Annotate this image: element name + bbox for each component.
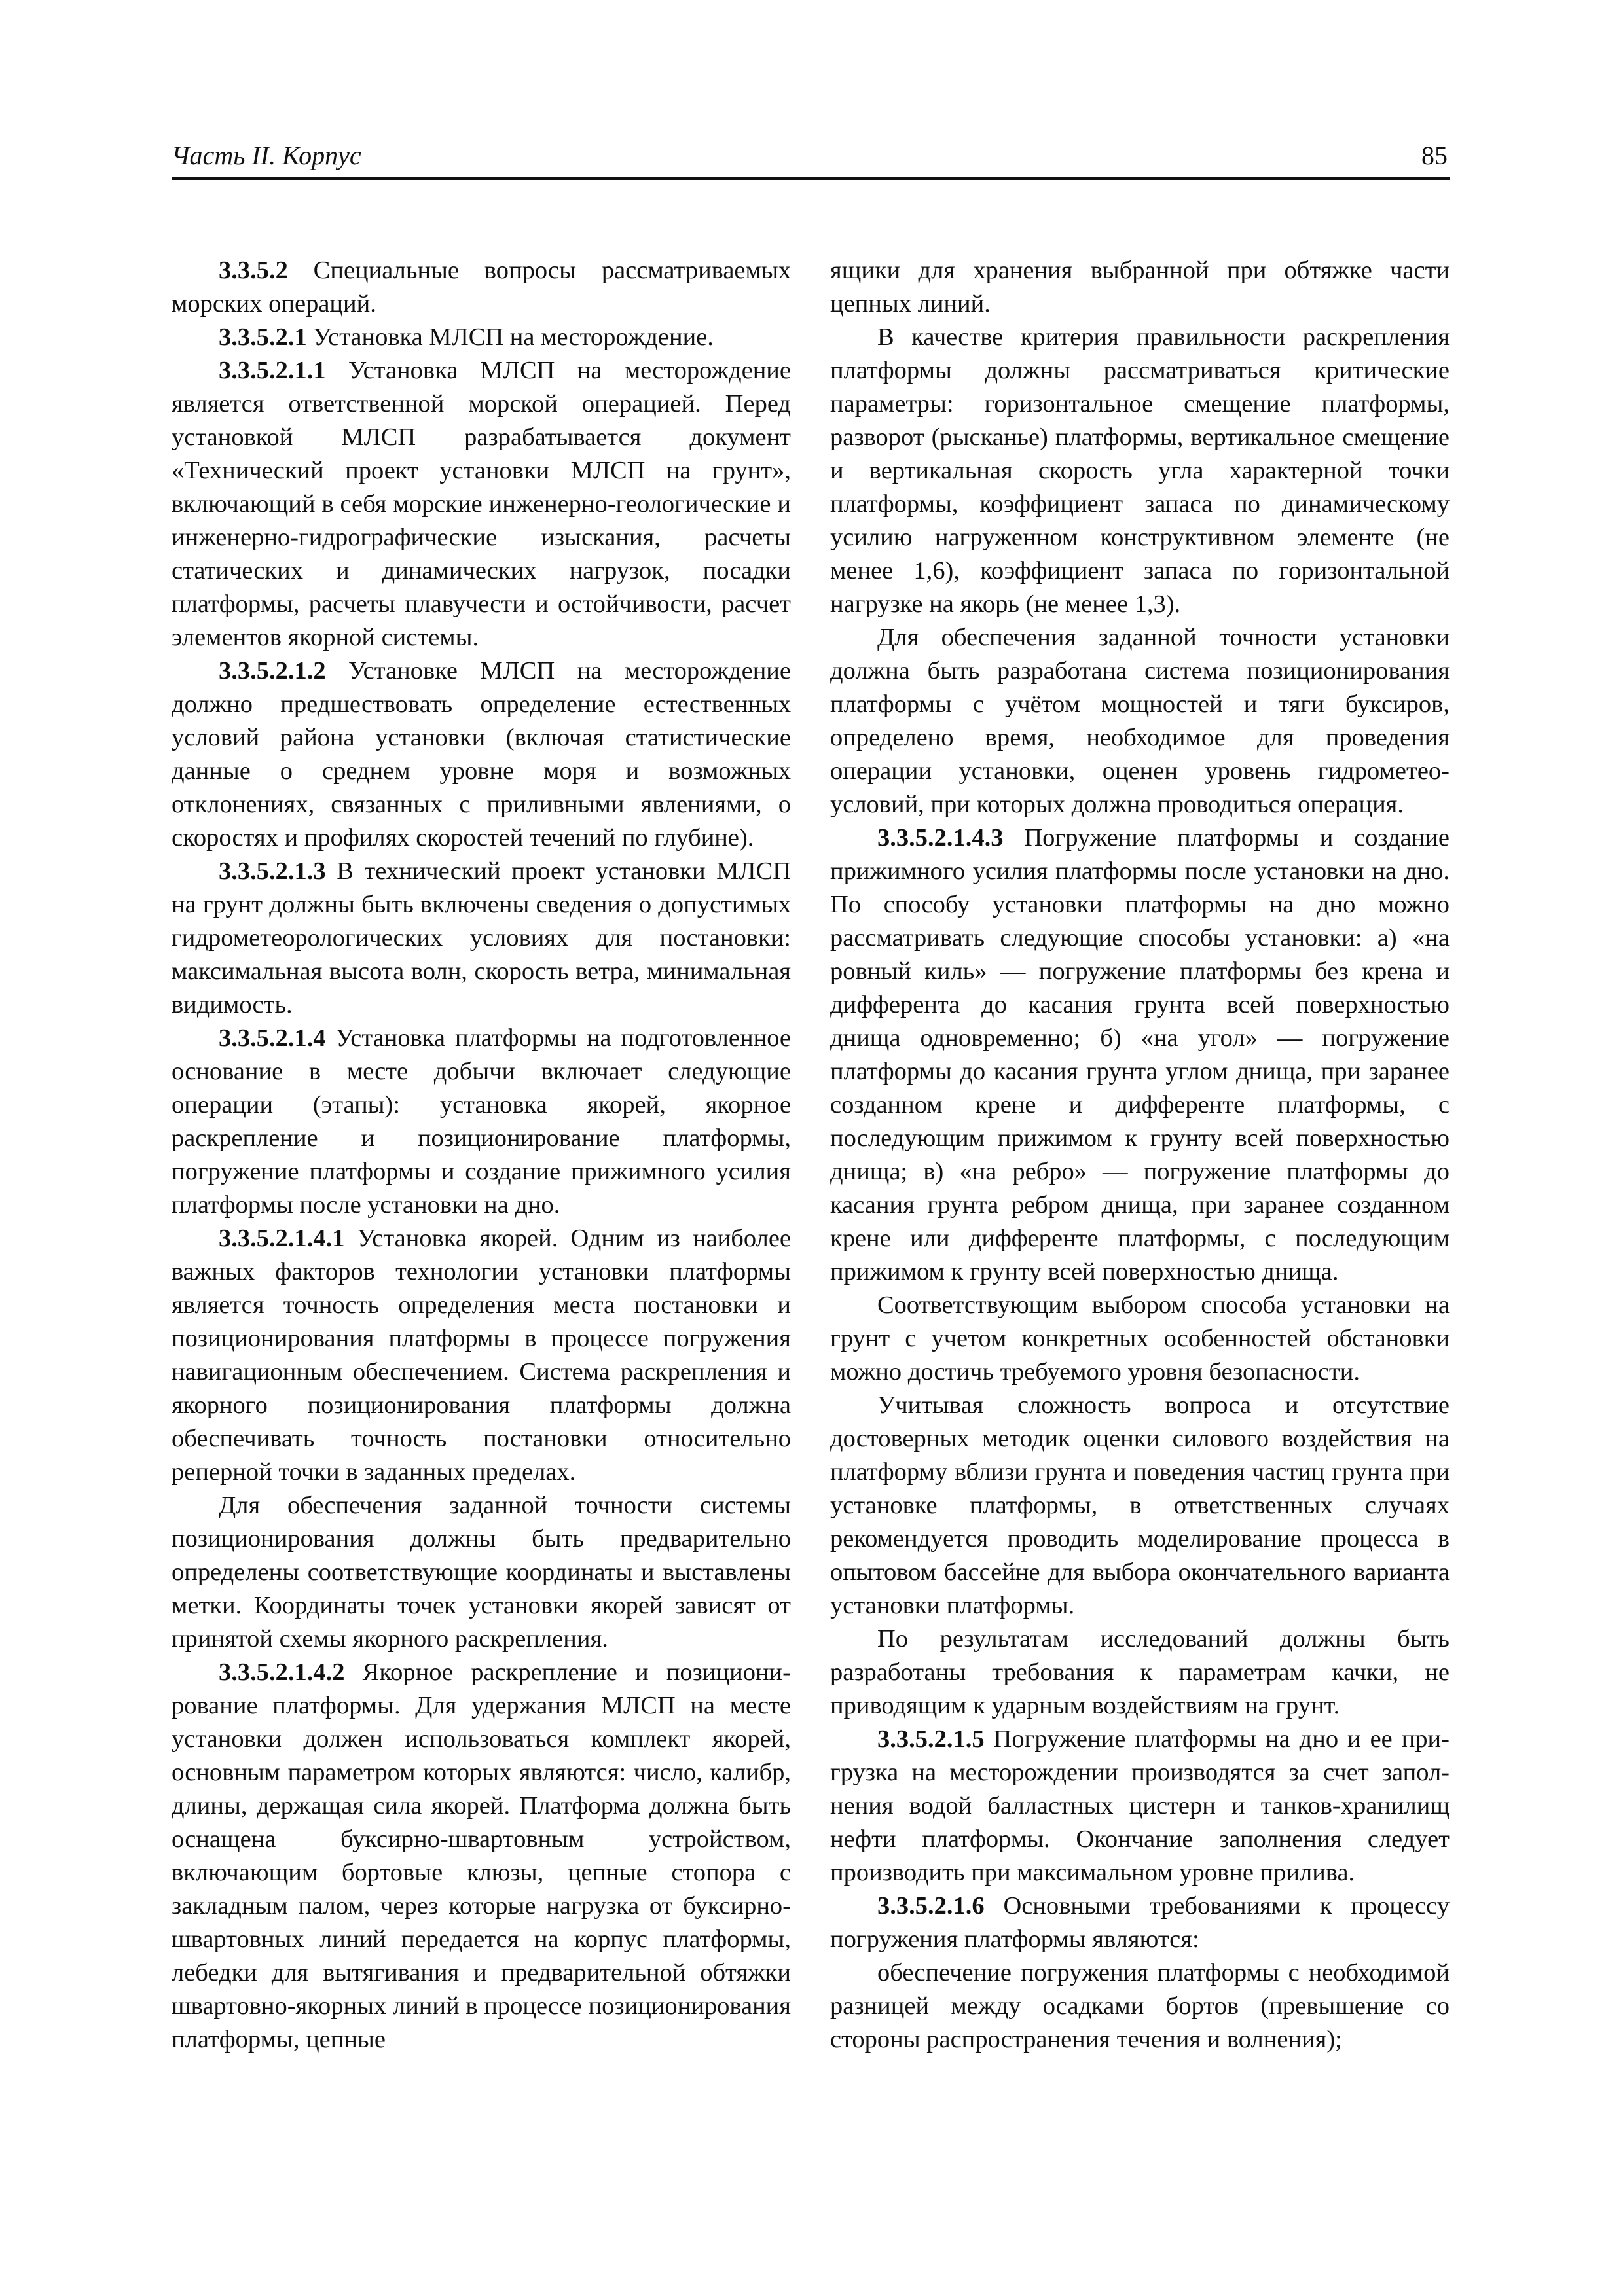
paragraph-text: Учитывая сложность вопроса и отсутствие достоверных методик оценки силового воздействия на платформу вблизи грунта и поведения частиц грунта при установке платформы, в ответственных случаях рекомендуется проводить моделирование процесса в опытовом бассейне для выбора окончательного варианта установки платформы.	[830, 1391, 1450, 1619]
paragraph	[172, 1022, 791, 1222]
right-column	[830, 254, 1450, 2056]
page-number: 85	[1421, 141, 1448, 170]
clause-number: 3.3.5.2.1.3	[219, 857, 326, 885]
paragraph-text: В технический проект установки МЛСП на грунт должны быть включены сведения о допустимых гидрометеорологических условиях для постановки: максимальная высота волн, скорость ветра, минимальная видимость.	[172, 857, 791, 1018]
paragraph-text: обеспечение погружения платформы с необходимой разницей между осадками бортов (превышение со стороны распространения течения и волнения);	[830, 1959, 1450, 2053]
paragraph	[830, 1623, 1450, 1723]
paragraph	[830, 321, 1450, 621]
paragraph-continuation	[830, 254, 1450, 321]
clause-number: 3.3.5.2.1.1	[219, 357, 326, 384]
paragraph	[172, 655, 791, 855]
clause-number: 3.3.5.2.1.4.3	[877, 824, 1004, 852]
left-column	[172, 254, 791, 2056]
paragraph	[830, 1890, 1450, 1956]
paragraph-text: Специальные вопросы рассматриваемых морских операций.	[172, 257, 791, 317]
clause-number: 3.3.5.2.1.6	[877, 1892, 985, 1920]
paragraph-text: Для обеспечения заданной точности системы позиционирования должны быть предварительно определены соответствующие координаты и выставлены метки. Координаты точек установки якорей зависят от принятой схемы якорного раскрепления.	[172, 1492, 791, 1653]
paragraph-text: Основными требованиями к процессу погружения платформы являются:	[830, 1892, 1450, 1953]
paragraph	[830, 821, 1450, 1289]
paragraph-text: Установка платформы на подготовленное основание в месте добычи включает следующие операции (этапы): установка якорей, якорное раскрепление и позиционирование платформы, погружение платформы и создание прижимного усилия платформы после установки на дно.	[172, 1024, 791, 1219]
clause-number: 3.3.5.2.1.4.1	[219, 1225, 345, 1252]
paragraph-text: Погружение платформы на дно и ее пригрузка на месторождении производятся за счет заполнения водой балластных цистерн и танков-хранилищ нефти платформы. Окончание заполнения следует производить при максимальном уровне прилива.	[830, 1725, 1450, 1886]
paragraph	[172, 254, 791, 321]
paragraph-text: Установка якорей. Одним из наиболее важных факторов технологии установки платформы является точность определения места постановки и позиционирования платформы в процессе погружения навигационным обеспечением. Система раскрепления и якорного позиционирования платформы должна обеспечивать точность постановки относительно реперной точки в заданных пределах.	[172, 1225, 791, 1486]
paragraph	[830, 1389, 1450, 1623]
clause-number: 3.3.5.2.1.5	[877, 1725, 985, 1753]
paragraph-text: По результатам исследований должны быть разработаны требования к параметрам качки, не приводящим к ударным воздействиям на грунт.	[830, 1625, 1450, 1719]
paragraph	[830, 1723, 1450, 1890]
paragraph	[172, 354, 791, 655]
paragraph	[172, 321, 791, 354]
paragraph-text: Для обеспечения заданной точности установки должна быть разработана система позиционирования платформы с учётом мощностей и тяги буксиров, определено время, необходимое для проведения операции установки, оценен уровень гидрометеоусловий, при которых должна проводиться операция.	[830, 624, 1450, 818]
paragraph-text: Установке МЛСП на месторождение должно предшествовать определение естественных условий района установки (включая статистические данные о среднем уровне моря и возможных отклонениях, связанных с приливными явлениями, о скоростях и профилях скоростей течений по глубине).	[172, 657, 791, 852]
paragraph	[830, 1956, 1450, 2056]
paragraph	[172, 1489, 791, 1656]
clause-number: 3.3.5.2.1.2	[219, 657, 326, 685]
paragraph-text: Погружение платформы и создание прижимного усилия платформы после установки на дно. По способу установки платформы на дно можно рассматривать следующие способы установки: а) «на ровный киль» — погружение платформы без крена и дифферента до касания грунта всей поверхностью днища одновременно; б) «на угол» — погружение платформы до касания грунта углом днища, при заранее созданном крене и дифференте платформы, с последующим прижимом к грунту всей поверхностью днища; в) «на ребро» — погружение платформы до касания грунта ребром днища, при заранее созданном крене или дифференте платформы, с последующим прижимом к грунту всей поверхностью днища.	[830, 824, 1450, 1285]
header-rule	[172, 177, 1450, 180]
running-header-title: Часть II. Корпус	[172, 141, 361, 170]
paragraph-text: Соответствующим выбором способа установки на грунт с учетом конкретных особенностей обстановки можно достичь требуемого уровня безопасности.	[830, 1291, 1450, 1386]
paragraph	[172, 1656, 791, 2056]
paragraph-text: В качестве критерия правильности раскрепления платформы должны рассматриваться критические параметры: горизонтальное смещение платформы, разворот (рысканье) платформы, вертикальное смещение и вертикальная скорость угла характерной точки платформы, коэффициент запаса по динамическому усилию нагруженном конструктивном элементе (не менее 1,6), коэффициент запаса по горизонтальной нагрузке на якорь (не менее 1,3).	[830, 323, 1450, 618]
clause-number: 3.3.5.2.1.4	[219, 1024, 326, 1052]
paragraph-text: Установка МЛСП на месторождение является ответственной морской операцией. Перед установкой МЛСП разрабатывается документ «Технический проект установки МЛСП на грунт», включающий в себя морские инженерно-геологические и инженерно-гидрографические изыскания, расчеты статических и динамических нагрузок, посадки платформы, расчеты плавучести и остойчивости, расчет элементов якорной системы.	[172, 357, 791, 651]
paragraph	[830, 1289, 1450, 1389]
paragraph	[830, 621, 1450, 821]
paragraph	[172, 855, 791, 1022]
paragraph-text: Установка МЛСП на месторождение.	[306, 323, 714, 351]
clause-number: 3.3.5.2.1	[219, 323, 307, 351]
clause-number: 3.3.5.2	[219, 257, 288, 284]
paragraph-text: Якорное раскрепление и позиционирование платформы. Для удержания МЛСП на месте установки должен использоваться комплект якорей, основным параметром которых являются: число, калибр, длины, держащая сила якорей. Платформа должна быть оснащена буксирно-швартовным устройством, включающим бортовые клюзы, цепные стопора с закладным палом, через которые нагрузка от буксирно-швартовных линий передается на корпус платформы, лебедки для вытягивания и предварительной обтяжки швартовно-якорных линий в процессе позиционирования платформы, цепные	[172, 1659, 791, 2053]
paragraph	[172, 1222, 791, 1489]
clause-number: 3.3.5.2.1.4.2	[219, 1659, 345, 1686]
paragraph-text: ящики для хранения выбранной при обтяжке части цепных линий.	[830, 257, 1450, 317]
